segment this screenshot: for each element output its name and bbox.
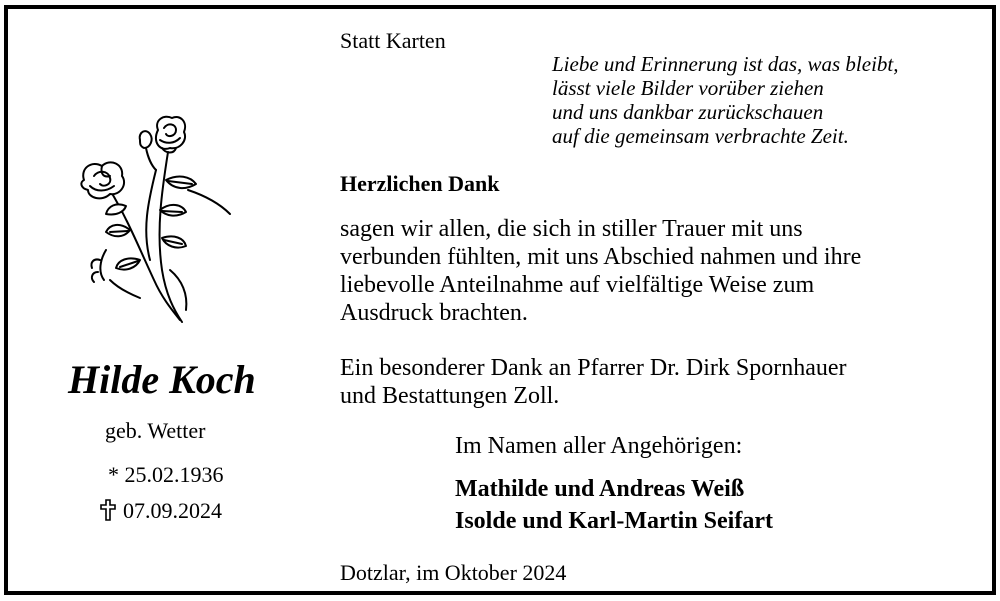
notice-header: Statt Karten [340, 28, 446, 53]
death-date: 07.09.2024 [123, 498, 222, 523]
poem-line: und uns dankbar zurückschauen [552, 100, 824, 124]
cross-icon [100, 499, 116, 521]
signer-line: Mathilde und Andreas Weiß [455, 476, 745, 502]
poem-line: auf die gemeinsam verbrachte Zeit. [552, 124, 849, 148]
special-thanks [340, 354, 847, 410]
signers [455, 473, 773, 537]
rose-illustration [70, 110, 240, 328]
birth-name: geb. Wetter [105, 418, 206, 443]
special-thanks-line: und Bestattungen Zoll. [340, 383, 560, 409]
thanks-body [340, 215, 861, 327]
body-line: Ausdruck brachten. [340, 300, 528, 326]
body-line: sagen wir allen, die sich in stiller Trauer mit uns [340, 216, 803, 242]
place-date: Dotzlar, im Oktober 2024 [340, 560, 567, 585]
poem-line: lässt viele Bilder vorüber ziehen [552, 76, 824, 100]
body-line: liebevolle Anteilnahme auf vielfältige Weise zum [340, 272, 815, 298]
body-line: verbunden fühlten, mit uns Abschied nahmen und ihre [340, 244, 862, 270]
thanks-heading: Herzlichen Dank [340, 171, 500, 196]
poem [552, 52, 899, 148]
signer-line: Isolde und Karl-Martin Seifart [455, 508, 773, 534]
birth-date: * 25.02.1936 [108, 462, 224, 487]
special-thanks-line: Ein besonderer Dank an Pfarrer Dr. Dirk Spornhauer [340, 355, 847, 381]
deceased-name: Hilde Koch [68, 357, 256, 402]
signers-intro: Im Namen aller Angehörigen: [455, 433, 743, 459]
poem-line: Liebe und Erinnerung ist das, was bleibt, [552, 52, 899, 76]
